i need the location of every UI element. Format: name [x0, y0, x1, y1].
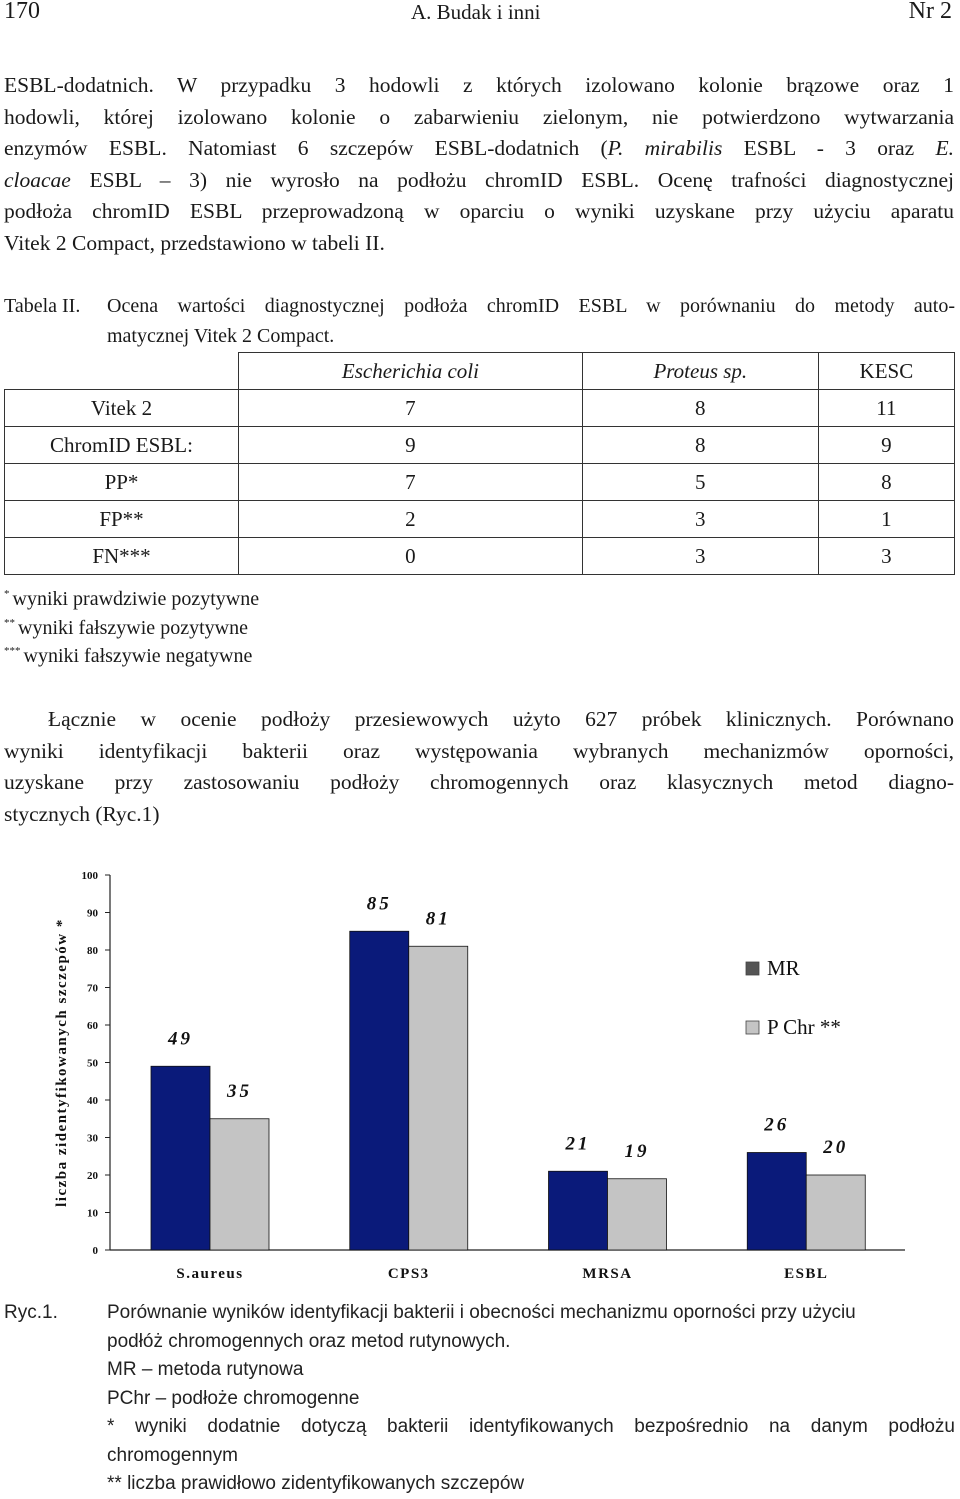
table-cell: 9	[818, 427, 954, 464]
paragraph-1	[4, 70, 954, 259]
caption-line: * wyniki dodatnie dotyczą bakterii identyfikowanych bezpośrednio na danym podłożu	[107, 1416, 955, 1437]
footnote-text: wyniki prawdziwie pozytywne	[12, 588, 260, 610]
text-line: Łącznie w ocenie podłoży przesiewowych użyto 627 próbek klinicznych. Porównano	[48, 707, 954, 731]
table-header-cell: KESC	[818, 353, 954, 390]
text-line: wyniki identyfikacji bakterii oraz występowania wybranych mechanizmów oporności,	[4, 738, 954, 763]
bar-value-label: 35	[227, 1080, 252, 1102]
table-cell: 5	[582, 464, 818, 501]
bar	[210, 1119, 269, 1250]
bar-value-label: 19	[624, 1140, 650, 1162]
y-tick-label: 30	[87, 1132, 98, 1145]
text-span: enzymów ESBL. Natomiast 6 szczepów ESBL-dodatnich (	[4, 136, 608, 160]
y-tick-label: 80	[87, 945, 98, 957]
text-line: podłoża chromID ESBL przeprowadzoną w oparciu o wyniki uzyskane przy użyciu aparatu	[4, 199, 954, 223]
legend-label: P Chr **	[767, 1015, 841, 1039]
row-label: Vitek 2	[5, 390, 239, 427]
bar-value-label: 20	[823, 1137, 849, 1158]
table-header-cell: Escherichia coli	[239, 353, 583, 390]
legend-label: MR	[767, 956, 800, 980]
bar-value-label: 26	[764, 1114, 790, 1136]
table-cell: 8	[818, 464, 954, 501]
bar-chart	[0, 860, 960, 1290]
footnote-mark: **	[4, 617, 15, 629]
y-tick-label: 70	[87, 982, 98, 995]
category-label: CPS3	[387, 1266, 430, 1282]
bar-value-label: 49	[168, 1028, 193, 1050]
table-cell: 0	[239, 538, 583, 575]
category-label: S.aureus	[176, 1266, 244, 1282]
table-header-row	[5, 353, 955, 390]
table-cell: 3	[582, 538, 818, 575]
y-tick-label: 60	[87, 1020, 98, 1032]
table-row	[5, 538, 955, 575]
caption-line: ** liczba prawidłowo zidentyfikowanych szczepów	[107, 1473, 525, 1494]
y-tick-label: 0	[92, 1245, 98, 1257]
caption-line: Ocena wartości diagnostycznej podłoża chromID ESBL w porównaniu do metody auto-	[107, 295, 955, 317]
text-line	[4, 133, 954, 165]
footnote-mark: *	[4, 588, 10, 600]
table-cell: 11	[818, 390, 954, 427]
caption-line: matycznej Vitek 2 Compact.	[107, 325, 335, 347]
footnote-text: wyniki fałszywie pozytywne	[18, 617, 248, 639]
text-span: ESBL – 3) nie wyrosło na podłożu chromID ESBL. Ocenę trafności diagnostycznej	[70, 167, 954, 192]
table-row	[5, 390, 955, 427]
caption-line: MR – metoda rutynowa	[107, 1359, 304, 1380]
y-tick-label: 10	[87, 1207, 98, 1220]
y-tick-label: 90	[87, 907, 98, 920]
legend-swatch	[746, 962, 759, 975]
caption-line: PChr – podłoże chromogenne	[107, 1387, 360, 1409]
figure-caption	[107, 1299, 955, 1499]
table-header-cell: Proteus sp.	[582, 353, 818, 390]
footnote	[4, 617, 248, 640]
paragraph-2	[4, 704, 954, 830]
row-label: ChromID ESBL:	[5, 427, 239, 464]
footnote-text: wyniki fałszywie negatywne	[23, 645, 253, 667]
y-tick-label: 40	[87, 1095, 98, 1107]
y-tick-label: 20	[87, 1170, 98, 1182]
table-caption-text	[107, 291, 955, 351]
issue-number: Nr 2	[908, 0, 952, 24]
bar-value-label: 21	[565, 1133, 591, 1155]
row-label: FP**	[5, 501, 239, 538]
table-cell: 1	[818, 501, 954, 538]
legend-swatch	[746, 1021, 759, 1034]
text-line	[4, 165, 954, 197]
species-name: P. mirabilis	[607, 136, 723, 160]
table-row	[5, 464, 955, 501]
bar	[608, 1179, 667, 1250]
category-label: ESBL	[784, 1266, 829, 1282]
text-line: ESBL-dodatnich. W przypadku 3 hodowli z których izolowano kolonie brązowe oraz 1	[4, 73, 954, 97]
footnote	[4, 588, 259, 611]
bar-value-label: 81	[425, 908, 451, 930]
table-cell: 8	[582, 427, 818, 464]
table-cell: 3	[582, 501, 818, 538]
table-header-cell	[5, 353, 239, 390]
bar	[549, 1171, 608, 1250]
caption-line: podłóż chromogennych oraz metod rutynowych.	[107, 1330, 511, 1352]
page-number: 170	[4, 0, 40, 24]
species-name: cloacae	[4, 167, 71, 192]
row-label: FN***	[5, 538, 239, 575]
y-tick-label: 100	[81, 870, 98, 882]
bar-value-label: 85	[366, 893, 392, 915]
table-cell: 7	[239, 390, 583, 427]
text-line: uzyskane przy zastosowaniu podłoży chromogennych oraz klasycznych metod diagno-	[4, 770, 954, 794]
table-cell: 9	[239, 427, 583, 464]
bar	[806, 1175, 865, 1250]
footnote	[4, 645, 252, 668]
text-line: hodowli, której izolowano kolonie o zabarwieniu zielonym, nie potwierdzono wytwarzania	[4, 104, 954, 129]
running-title: A. Budak i inni	[411, 0, 541, 24]
figure-label: Ryc.1.	[4, 1302, 58, 1323]
y-tick-label: 50	[87, 1057, 98, 1070]
table-row	[5, 501, 955, 538]
bar	[350, 931, 409, 1250]
y-axis-label: liczba zidentyfikowanych szczepów *	[54, 918, 70, 1207]
text-span: ESBL - 3 oraz	[722, 136, 936, 160]
results-table	[4, 352, 955, 575]
category-label: MRSA	[582, 1266, 633, 1282]
table-cell: 8	[582, 390, 818, 427]
table-cell: 3	[818, 538, 954, 575]
bar	[747, 1153, 806, 1251]
table-caption-label: Tabela II.	[4, 295, 81, 317]
text-line: stycznych (Ryc.1)	[4, 801, 160, 826]
caption-line: Porównanie wyników identyfikacji bakterii i obecności mechanizmu oporności przy użyciu	[107, 1302, 856, 1323]
caption-line: chromogennym	[107, 1444, 238, 1466]
row-label: PP*	[5, 464, 239, 501]
table-cell: 2	[239, 501, 583, 538]
text-line: Vitek 2 Compact, przedstawiono w tabeli II.	[4, 230, 385, 255]
bar	[409, 946, 468, 1250]
species-name: E.	[935, 136, 955, 160]
table-row	[5, 427, 955, 464]
footnote-mark: ***	[4, 645, 21, 657]
table-cell: 7	[239, 464, 583, 501]
bar	[151, 1066, 210, 1250]
